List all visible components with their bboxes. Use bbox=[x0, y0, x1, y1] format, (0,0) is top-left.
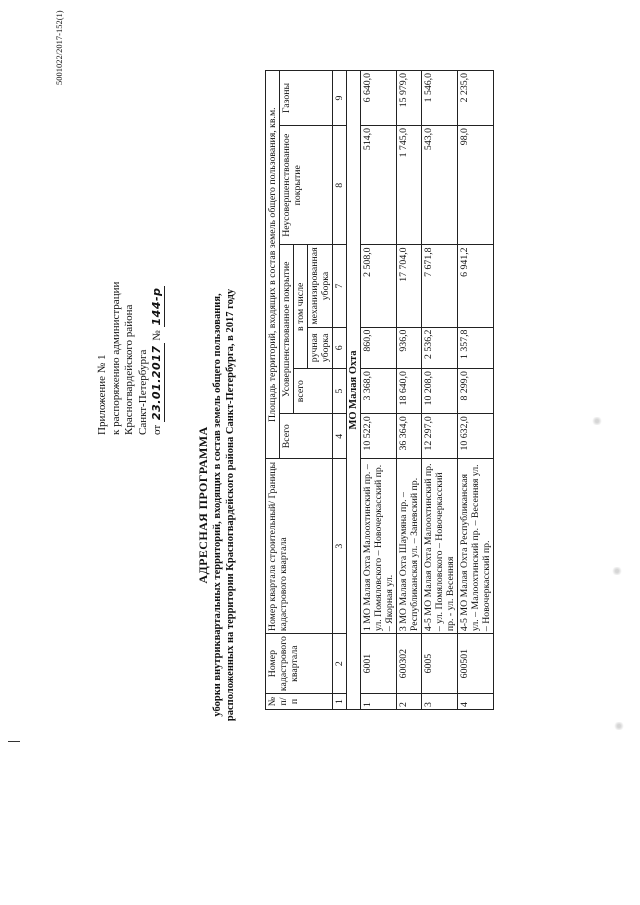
scan-speck bbox=[610, 567, 624, 575]
cell-total: 36 364,0 bbox=[397, 414, 422, 459]
header-improved: Усовершенствованное покрытие bbox=[280, 245, 294, 414]
document-title: АДРЕСНАЯ ПРОГРАММА bbox=[196, 426, 210, 584]
approval-date-line bbox=[150, 185, 165, 435]
cell-block: 600302 bbox=[397, 634, 422, 694]
table-row bbox=[397, 71, 422, 710]
document-subtitle bbox=[212, 205, 237, 805]
table-row bbox=[458, 71, 494, 710]
document-number: 5001022/2017-152(1) bbox=[54, 10, 64, 85]
header-no: № п/п bbox=[266, 694, 333, 710]
cell-total: 12 297,0 bbox=[422, 414, 458, 459]
header-mech: механизированная уборка bbox=[308, 245, 333, 327]
cell-no: 4 bbox=[458, 694, 494, 710]
section-title: МО Малая Охта bbox=[347, 71, 361, 710]
cell-unimproved: 543,0 bbox=[422, 126, 458, 245]
cell-unimproved: 514,0 bbox=[361, 126, 397, 245]
cell-unimproved: 1 745,0 bbox=[397, 126, 422, 245]
cell-quarter: 3 МО Малая Охта Шаумяна пр. – Республиканская ул. – Заневский пр. bbox=[397, 459, 422, 634]
header-improved-total: всего bbox=[294, 369, 333, 414]
header-including: в том числе bbox=[294, 245, 308, 369]
cell-manual: 2 536,2 bbox=[422, 327, 458, 369]
col-number: 4 bbox=[333, 414, 347, 459]
cell-improved-total: 8 299,0 bbox=[458, 369, 494, 414]
section-row bbox=[347, 71, 361, 710]
cell-no: 2 bbox=[397, 694, 422, 710]
header-manual: ручная уборка bbox=[308, 327, 333, 369]
col-number: 5 bbox=[333, 369, 347, 414]
cell-total: 10 522,0 bbox=[361, 414, 397, 459]
cell-mech: 17 704,0 bbox=[397, 245, 422, 327]
approval-block bbox=[96, 185, 165, 435]
cell-lawns: 6 640,0 bbox=[361, 71, 397, 126]
col-number: 3 bbox=[333, 459, 347, 634]
date-prefix: от bbox=[151, 424, 163, 435]
scan-speck bbox=[612, 722, 626, 730]
handwritten-number: 144-р bbox=[150, 287, 163, 326]
cell-improved-total: 10 208,0 bbox=[422, 369, 458, 414]
cell-improved-total: 3 368,0 bbox=[361, 369, 397, 414]
address-program-table bbox=[265, 70, 494, 710]
subtitle-line-1: уборки внутриквартальных территорий, входящих в состав земель общего пользования, bbox=[212, 293, 223, 717]
cell-lawns: 15 979,0 bbox=[397, 71, 422, 126]
col-number: 7 bbox=[333, 245, 347, 327]
cell-mech: 7 671,8 bbox=[422, 245, 458, 327]
number-prefix: № bbox=[151, 330, 163, 341]
scan-speck bbox=[590, 417, 604, 425]
cell-unimproved: 98,0 bbox=[458, 126, 494, 245]
cell-mech: 2 508,0 bbox=[361, 245, 397, 327]
cell-improved-total: 18 640,0 bbox=[397, 369, 422, 414]
header-area: Площадь территорий, входящих в состав земель общего пользования, кв.м. bbox=[266, 71, 280, 459]
col-number: 8 bbox=[333, 126, 347, 245]
cell-quarter: 4-5 МО Малая Охта Малоохтинский пр. – ул. Помяловского – Новочеркасский пр. - ул. Весенняя bbox=[422, 459, 458, 634]
cell-quarter: 1 МО Малая Охта Малоохтинский пр. – ул. Помяловского – Новочеркасский пр. – Якорная ул. bbox=[361, 459, 397, 634]
handwritten-date: 23.01.2017 bbox=[150, 345, 163, 421]
header-block: Номер кадастрового квартала bbox=[266, 634, 333, 694]
cell-total: 10 632,0 bbox=[458, 414, 494, 459]
col-number: 9 bbox=[333, 71, 347, 126]
subtitle-line-2: расположенных на территории Красногвардейского района Санкт-Петербурга, в 2017 году bbox=[224, 288, 236, 722]
header-lawns: Газоны bbox=[280, 71, 333, 126]
cell-block: 600501 bbox=[458, 634, 494, 694]
cell-block: 6005 bbox=[422, 634, 458, 694]
cell-quarter: 4-5 МО Малая Охта Республиканская ул. – Малоохтинский пр. – Весенняя ул. – Новочеркасский пр. bbox=[458, 459, 494, 634]
header-total: Всего bbox=[280, 414, 333, 459]
cell-manual: 860,0 bbox=[361, 327, 397, 369]
cell-manual: 936,0 bbox=[397, 327, 422, 369]
header-row-1 bbox=[266, 71, 280, 710]
cell-lawns: 1 546,0 bbox=[422, 71, 458, 126]
approval-line-2: к распоряжению администрации bbox=[109, 281, 122, 435]
col-number: 2 bbox=[333, 634, 347, 694]
table-row bbox=[361, 71, 397, 710]
cell-block: 6001 bbox=[361, 634, 397, 694]
approval-line-1: Приложение № 1 bbox=[96, 354, 108, 435]
column-number-row bbox=[333, 71, 347, 710]
header-quarter: Номер квартала строительный/ Границы кадастрового квартала bbox=[266, 459, 333, 634]
approval-line-4: Санкт-Петербурга bbox=[136, 349, 149, 435]
cell-manual: 1 357,8 bbox=[458, 327, 494, 369]
cell-mech: 6 941,2 bbox=[458, 245, 494, 327]
cell-no: 1 bbox=[361, 694, 397, 710]
header-unimproved: Неусовершенствованное покрытие bbox=[280, 126, 333, 245]
table-row bbox=[422, 71, 458, 710]
col-number: 6 bbox=[333, 327, 347, 369]
cell-no: 3 bbox=[422, 694, 458, 710]
col-number: 1 bbox=[333, 694, 347, 710]
approval-line-3: Красногвардейского района bbox=[123, 304, 135, 435]
cell-lawns: 2 235,0 bbox=[458, 71, 494, 126]
